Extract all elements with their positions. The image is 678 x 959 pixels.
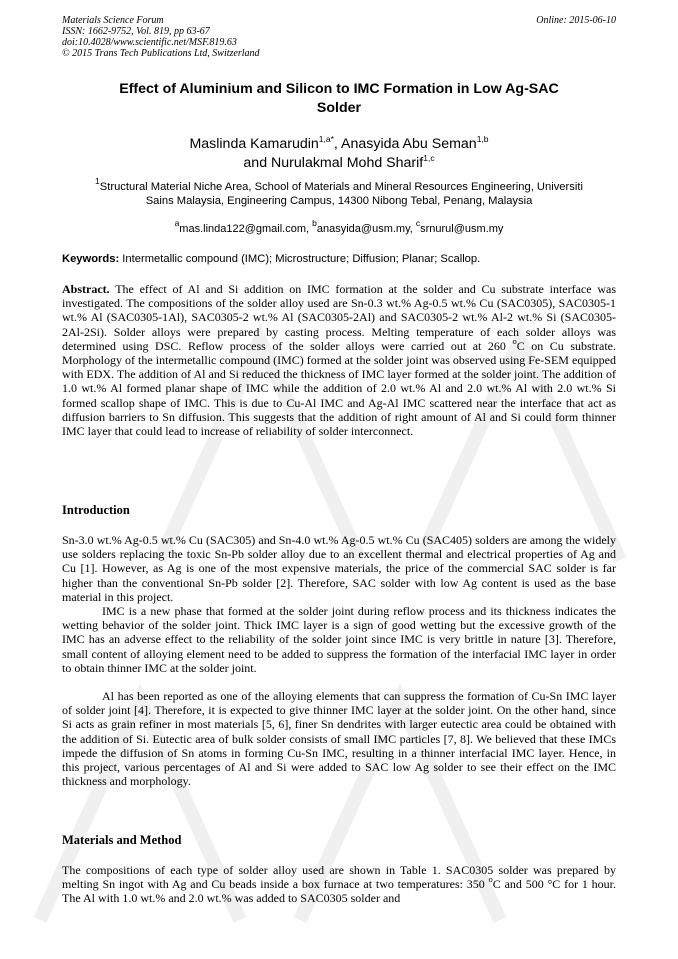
email-c: srnurul@usm.my bbox=[420, 223, 504, 235]
introduction-paragraph-2: IMC is a new phase that formed at the solder joint during reflow process and its thickness indicates the wetting behavior of the solder joint. Thick IMC layer is a sign of good wetting but the excessive growth of the IMC has an adverse effect to the reliability of the solder joint since IMC is very brittle in nature [3]. Therefore, small content of alloying element need to be added to suppress the formation of the interfacial IMC layer in order to obtain thinner IMC at the solder joint. bbox=[62, 604, 616, 675]
author-2-affil: 1,b bbox=[476, 134, 489, 144]
authors-line-1 bbox=[62, 135, 616, 154]
introduction-paragraph-3: Al has been reported as one of the alloying elements that can suppress the formation of Cu-Sn IMC layer of solder joint [4]. Therefore, it is expected to give thinner IMC layer at the solder joint. On the other hand, since Si acts as grain refiner in most materials [5, 6], finer Sn dendrites with larger eutectic area could be obtained with the addition of Si. Eutectic area of bulk solder consists of small IMC particles [7, 8]. We believed that these IMCs impede the diffusion of Sn atoms in forming Cu-Sn IMC, resulting in a thinner interfacial IMC layer. Hence, in this project, various percentages of Al and Si were added to SAC low Ag solder to see their effect on the IMC thickness and morphology. bbox=[62, 689, 616, 789]
journal-name: Materials Science Forum bbox=[62, 15, 164, 26]
email-b: anasyida@usm.my, bbox=[316, 223, 416, 235]
introduction-heading: Introduction bbox=[62, 503, 130, 517]
author-1-affil: 1,a* bbox=[318, 134, 334, 144]
email-a: mas.linda122@gmail.com, bbox=[179, 223, 313, 235]
author-3-affil: 1,c bbox=[423, 153, 435, 163]
methods-heading: Materials and Method bbox=[62, 833, 182, 847]
journal-header bbox=[62, 15, 616, 59]
abstract-label: Abstract. bbox=[62, 282, 110, 296]
author-1-name: Maslinda Kamarudin bbox=[189, 136, 319, 152]
title-line-2: Solder bbox=[316, 100, 362, 116]
paper-title bbox=[62, 80, 616, 118]
affiliation-number: 1 bbox=[95, 176, 100, 186]
author-separator: , bbox=[333, 136, 342, 152]
authors-line-2 bbox=[62, 154, 616, 173]
author-2-name: Anasyida Abu Seman bbox=[341, 136, 477, 152]
affiliation-line-1: $^1$Structural Material Niche Area, School of Materials and Mineral Resources Engineering, Universiti bbox=[95, 176, 583, 193]
copyright-line: © 2015 Trans Tech Publications Ltd, Switzerland bbox=[62, 48, 260, 59]
author-list bbox=[62, 135, 616, 173]
issn-line: ISSN: 1662-9752, Vol. 819, pp 63-67 bbox=[62, 26, 210, 37]
keywords-label: Keywords: bbox=[62, 253, 120, 265]
author-and: and bbox=[243, 155, 272, 171]
author-emails: $^a$mas.linda122@gmail.com, $^b$anasyida@usm.my, $^c$srnurul@usm.my bbox=[174, 218, 504, 235]
abstract: Abstract. The effect of Al and Si addition on IMC formation at the solder and Cu substrate interface was investigated. The compositions of the solder alloy used are Sn-0.3 wt.% Ag-0.5 wt.% Cu (SAC0305), SAC0305-1 wt.% Al (SAC0305-1Al), SAC0305-2 wt.% Al (SAC0305-2Al) and SAC0305-2 wt.% Al-2 wt.% Si (SAC0305-2Al-2Si). Solder alloys were prepared by casting process. Melting temperature of each solder alloys was determined using DSC. Reflow process of the solder alloys were carried out at 260 $^o$C on Cu substrate. Morphology of the intermetallic compound (IMC) formed at the solder joint was observed using Fe-SEM equipped with EDX. The addition of Al and Si reduced the thickness of IMC layer formed at the solder joint. The addition of 1.0 wt.% Al formed planar shape of IMC while the addition of 2.0 wt.% Al and 2.0 wt.% Al with 2.0 wt.% Si formed scallop shape of IMC. This is due to Cu-Al IMC and Ag-Al IMC scattered near the interface that act as diffusion barriers to Sn diffusion. This suggests that the addition of right amount of Al and Si could form thinner IMC layer that could lead to increase of reliability of solder interconnect. bbox=[62, 282, 616, 439]
online-date: Online: 2015-06-10 bbox=[536, 15, 616, 26]
author-3-name: Nurulakmal Mohd Sharif bbox=[271, 155, 424, 171]
doi-line: doi:10.4028/www.scientific.net/MSF.819.63 bbox=[62, 37, 237, 48]
keywords bbox=[62, 252, 616, 266]
keywords-text: Intermetallic compound (IMC); Microstructure; Diffusion; Planar; Scallop. bbox=[119, 253, 481, 265]
introduction-paragraph-1: Sn-3.0 wt.% Ag-0.5 wt.% Cu (SAC305) and Sn-4.0 wt.% Ag-0.5 wt.% Cu (SAC405) solders are among the widely use solders replacing the toxic Sn-Pb solder alloy due to an excellent thermal and electrical properties of Ag and Cu [1]. However, as Ag is one of the most expensive materials, the price of the commercial SAC solder is far higher than the conventional Sn-Pb solder [2]. Therefore, SAC solder with low Ag content is used as the base material in this project. bbox=[62, 533, 616, 604]
methods-paragraph-1: The compositions of each type of solder alloy used are shown in Table 1. SAC0305 solder was prepared by melting Sn ingot with Ag and Cu beads inside a box furnace at two temperatures: 350 $^o$C and 500 °C for 1 hour. The Al with 1.0 wt.% and 2.0 wt.% was added to SAC0305 solder and bbox=[62, 863, 616, 906]
affiliation bbox=[62, 176, 616, 208]
title-line-1: Effect of Aluminium and Silicon to IMC Formation in Low Ag-SAC bbox=[119, 81, 559, 97]
affiliation-line-2: Sains Malaysia, Engineering Campus, 14300 Nibong Tebal, Penang, Malaysia bbox=[145, 195, 533, 207]
